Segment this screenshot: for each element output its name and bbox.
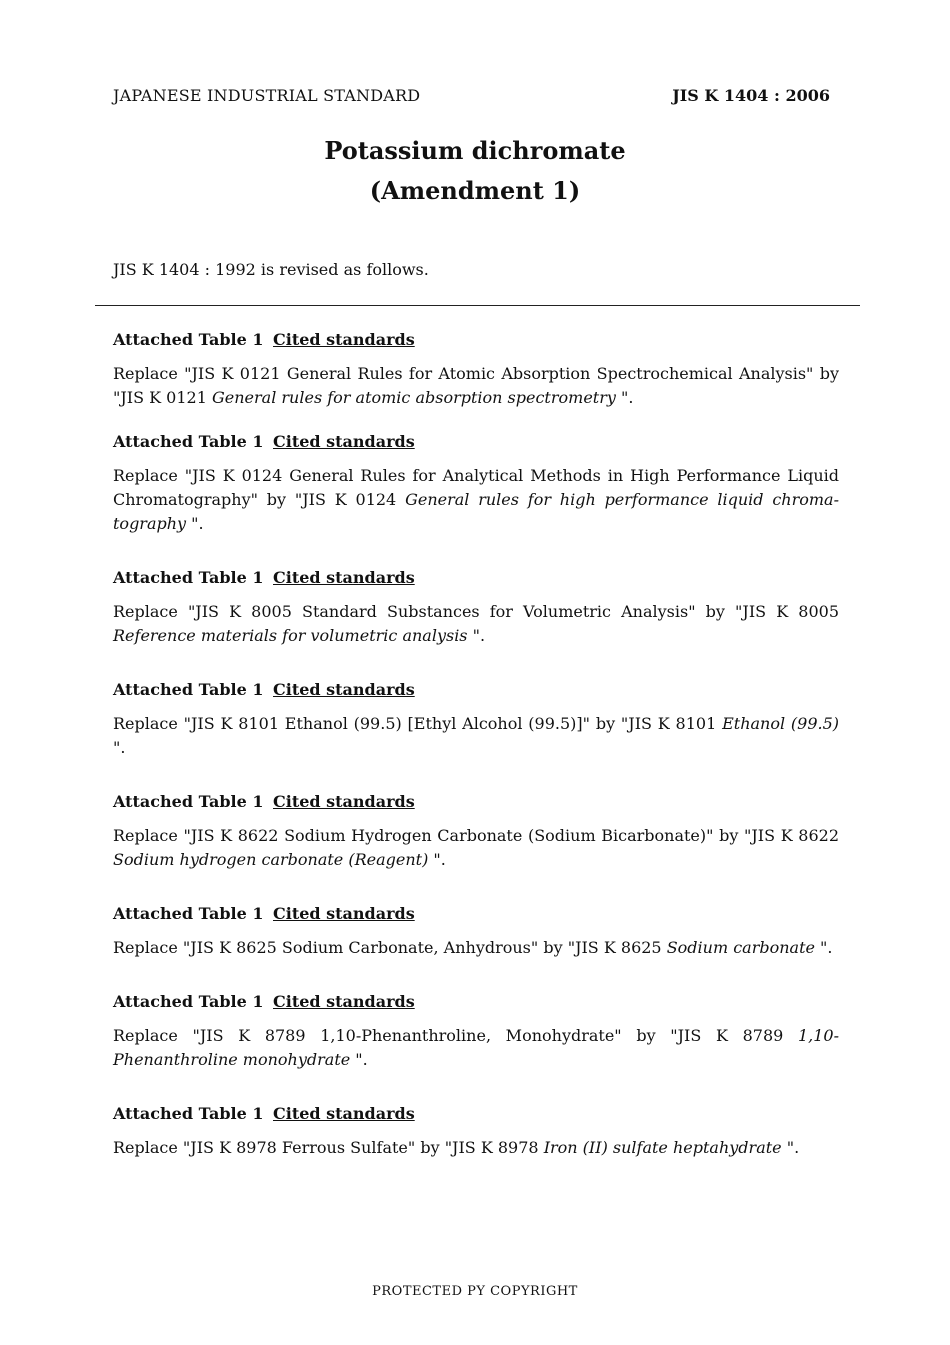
body-close: ". <box>428 850 446 869</box>
body-text: Replace "JIS K 0121 General Rules for Atomic Absorption Spectrochemical Analysis" by "JIS K 0121 <box>113 364 839 407</box>
section-heading <box>113 329 839 351</box>
section-body <box>113 600 839 648</box>
table-ref: Attached Table 1 <box>113 330 264 349</box>
divider <box>95 305 860 306</box>
cited-standards-label: Cited standards <box>273 904 415 923</box>
new-title: General rules for high performance liquid chroma-tography <box>113 490 840 533</box>
table-ref: Attached Table 1 <box>113 432 264 451</box>
body-text: Replace "JIS K 8005 Standard Substances for Volumetric Analysis" by "JIS K 8005 <box>113 602 839 621</box>
body-text: Replace "JIS K 8622 Sodium Hydrogen Carbonate (Sodium Bicarbonate)" by "JIS K 8622 <box>113 826 839 845</box>
section-body <box>113 464 839 536</box>
section-body <box>113 824 839 872</box>
table-ref: Attached Table 1 <box>113 792 264 811</box>
new-title: General rules for atomic absorption spectrometry <box>211 388 616 407</box>
section-body <box>113 362 839 410</box>
cited-standards-label: Cited standards <box>273 330 415 349</box>
section-body <box>113 1024 839 1072</box>
new-title: Reference materials for volumetric analysis <box>113 626 468 645</box>
body-close: ". <box>814 938 833 957</box>
body-text: Replace "JIS K 8978 Ferrous Sulfate" by "JIS K 8978 <box>113 1138 544 1157</box>
section-heading <box>113 991 839 1013</box>
body-text: Replace "JIS K 0124 General Rules for Analytical Methods in High Performance Liquid Chromatography" by "JIS K 0124 <box>113 466 839 509</box>
copyright-footer: PROTECTED PY COPYRIGHT <box>372 1284 578 1299</box>
body-text: Replace "JIS K 8625 Sodium Carbonate, Anhydrous" by "JIS K 8625 <box>113 938 667 957</box>
body-text: Replace "JIS K 8101 Ethanol (99.5) [Ethyl Alcohol (99.5)]" by "JIS K 8101 <box>113 714 723 733</box>
page-subtitle: (Amendment 1) <box>369 176 581 205</box>
section-body <box>113 936 839 960</box>
section-body <box>113 712 839 760</box>
amendment-section <box>113 903 839 960</box>
table-ref: Attached Table 1 <box>113 904 264 923</box>
table-ref: Attached Table 1 <box>113 1104 264 1123</box>
body-close: ". <box>615 388 634 407</box>
amendment-section <box>113 567 839 648</box>
body-close: ". <box>467 626 486 645</box>
cited-standards-label: Cited standards <box>273 792 415 811</box>
section-heading <box>113 679 839 701</box>
amendment-section <box>113 1103 839 1160</box>
section-heading <box>113 903 839 925</box>
new-title: Ethanol (99.5) <box>722 714 840 733</box>
body-close: ". <box>113 738 126 757</box>
body-close: ". <box>781 1138 800 1157</box>
body-text: Replace "JIS K 8789 1,10-Phenanthroline, Monohydrate" by "JIS K 8789 <box>113 1026 798 1045</box>
new-title: Sodium carbonate <box>666 938 815 957</box>
header-standard-code: JIS K 1404 : 2006 <box>672 86 830 105</box>
amendment-section <box>113 791 839 872</box>
cited-standards-label: Cited standards <box>273 432 415 451</box>
body-close: ". <box>350 1050 368 1069</box>
cited-standards-label: Cited standards <box>273 992 415 1011</box>
amendment-section <box>113 991 839 1072</box>
section-heading <box>113 1103 839 1125</box>
amendment-section <box>113 431 839 536</box>
amendment-section <box>113 329 839 410</box>
cited-standards-label: Cited standards <box>273 1104 415 1123</box>
section-heading <box>113 567 839 589</box>
section-heading <box>113 791 839 813</box>
table-ref: Attached Table 1 <box>113 680 264 699</box>
section-heading <box>113 431 839 453</box>
table-ref: Attached Table 1 <box>113 992 264 1011</box>
section-body <box>113 1136 839 1160</box>
table-ref: Attached Table 1 <box>113 568 264 587</box>
page-title: Potassium dichromate <box>324 136 626 165</box>
body-close: ". <box>186 514 204 533</box>
amendment-section <box>113 679 839 760</box>
header-org: JAPANESE INDUSTRIAL STANDARD <box>113 86 421 105</box>
new-title: Iron (II) sulfate heptahydrate <box>543 1138 782 1157</box>
cited-standards-label: Cited standards <box>273 568 415 587</box>
new-title: 1,10-Phenanthroline monohydrate <box>113 1026 839 1069</box>
new-title: Sodium hydrogen carbonate (Reagent) <box>113 850 429 869</box>
revised-note: JIS K 1404 : 1992 is revised as follows. <box>113 260 429 279</box>
cited-standards-label: Cited standards <box>273 680 415 699</box>
